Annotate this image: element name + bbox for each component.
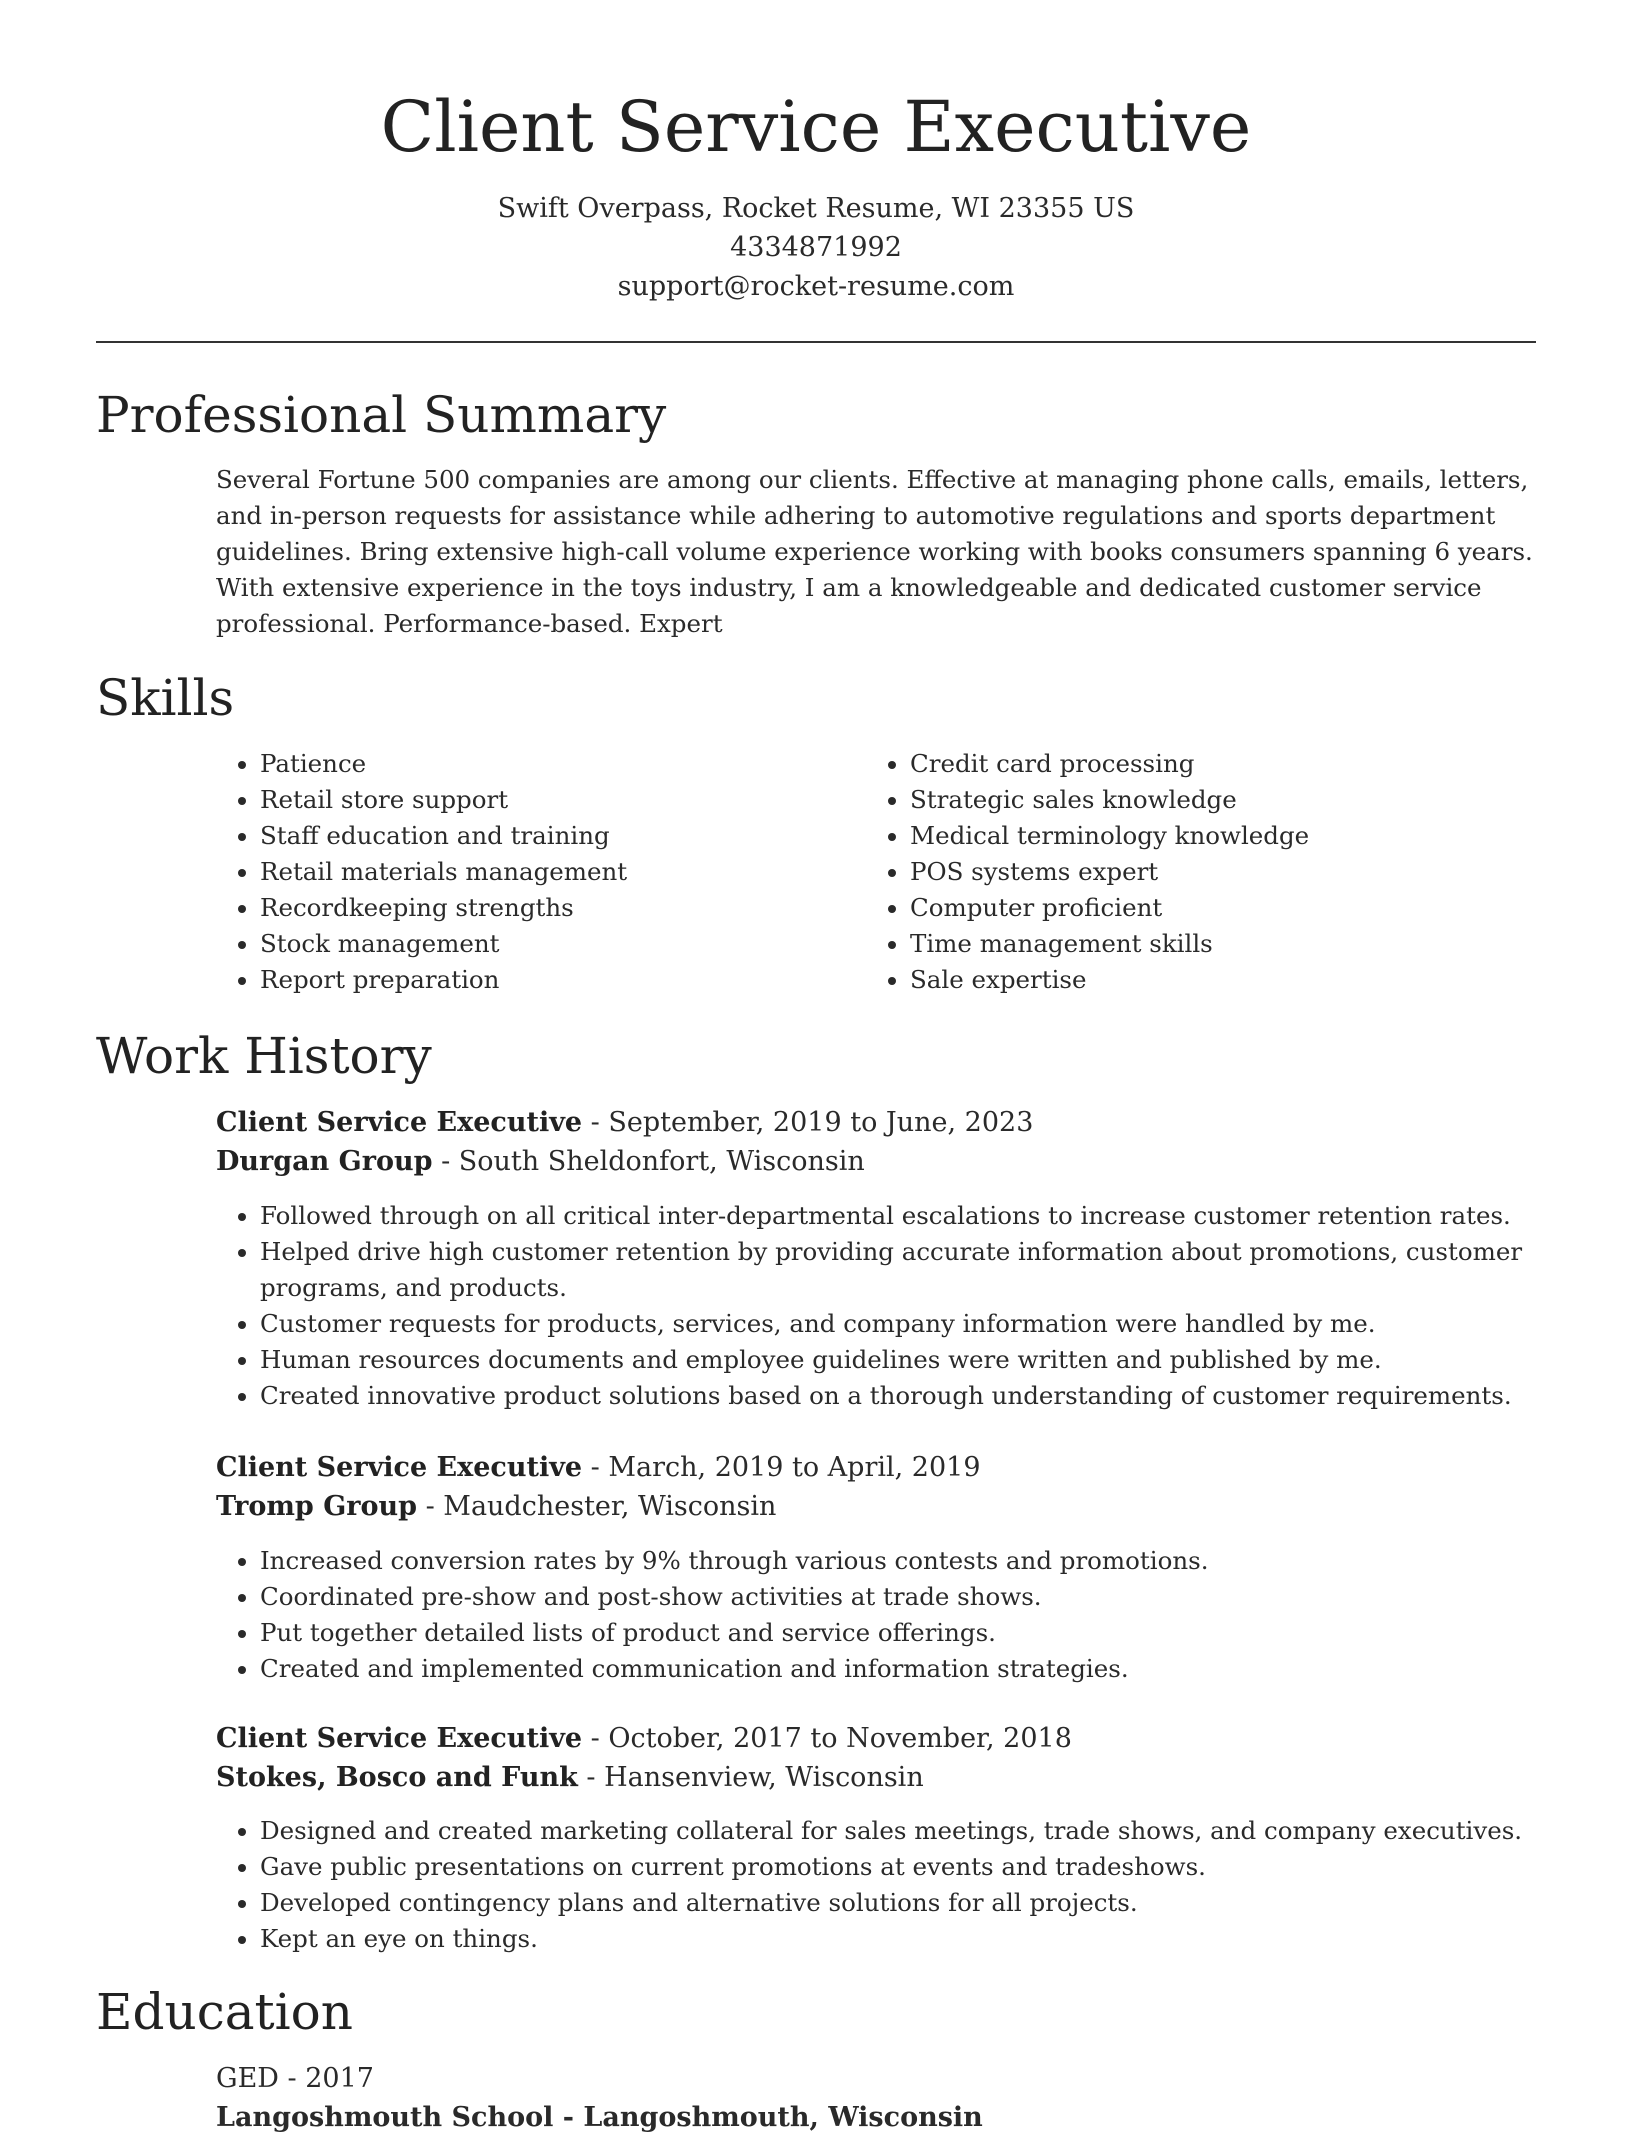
job-location: - Hansenview, Wisconsin — [577, 1762, 924, 1793]
job-bullet: • Coordinated pre-show and post-show activities at trade shows. — [260, 1579, 1540, 1615]
skills-heading: Skills — [96, 669, 235, 727]
summary-text: Several Fortune 500 companies are among our clients. Effective at managing phone calls, emails, letters, and in-person requests for assistance while adhering to automotive regulations and sports department guidelines. Bring extensive high-call volume experience working with books consumers spanning 6 years. With extensive experience in the toys industry, I am a knowledgeable and dedicated customer service professional. Performance-based. Expert — [216, 465, 1533, 638]
education-school: Langoshmouth School - Langoshmouth, Wisconsin — [216, 2102, 983, 2133]
job-bullets — [216, 1813, 1540, 1957]
skill-item: • Time management skills — [910, 926, 1570, 962]
job-bullet: • Created innovative product solutions based on a thorough understanding of customer requirements. — [260, 1378, 1540, 1414]
skill-item: • Retail materials management — [260, 854, 860, 890]
work-history-heading: Work History — [96, 1027, 432, 1085]
skill-item: • Stock management — [260, 926, 860, 962]
candidate-name: Client Service Executive — [380, 86, 1252, 168]
skill-item: • Recordkeeping strengths — [260, 890, 860, 926]
job-bullets — [216, 1543, 1540, 1687]
job-bullet: • Designed and created marketing collateral for sales meetings, trade shows, and company executives. — [260, 1813, 1540, 1849]
job-company: Durgan Group — [216, 1146, 433, 1177]
job-title-line — [216, 1720, 1536, 1758]
skill-item: • Patience — [260, 746, 860, 782]
skill-item: • Credit card processing — [910, 746, 1570, 782]
job-dates: - March, 2019 to April, 2019 — [582, 1452, 981, 1483]
skill-item: • POS systems expert — [910, 854, 1570, 890]
summary-heading: Professional Summary — [96, 386, 667, 444]
job-bullet: • Kept an eye on things. — [260, 1921, 1540, 1957]
job-bullet: • Gave public presentations on current promotions at events and tradeshows. — [260, 1849, 1540, 1885]
skills-list-right — [866, 746, 1570, 998]
job-company-line — [216, 1143, 1536, 1181]
skill-item: • Sale expertise — [910, 962, 1570, 998]
education-degree: GED - 2017 — [216, 2063, 374, 2094]
skill-item: • Staff education and training — [260, 818, 860, 854]
skill-item: • Strategic sales knowledge — [910, 782, 1570, 818]
skill-item: • Report preparation — [260, 962, 860, 998]
contact-address: Swift Overpass, Rocket Resume, WI 23355 US — [497, 193, 1135, 224]
job-bullet: • Helped drive high customer retention by providing accurate information about promotions, customer programs, and products. — [260, 1234, 1540, 1306]
job-bullets — [216, 1198, 1540, 1414]
job-bullet: • Increased conversion rates by 9% through various contests and promotions. — [260, 1543, 1540, 1579]
job-bullet: • Developed contingency plans and alternative solutions for all projects. — [260, 1885, 1540, 1921]
job-title-line — [216, 1449, 1536, 1487]
header-divider — [96, 341, 1536, 343]
job-company: Stokes, Bosco and Funk — [216, 1762, 578, 1793]
job-dates: - October, 2017 to November, 2018 — [582, 1723, 1072, 1754]
job-company-line — [216, 1759, 1536, 1797]
skill-item: • Retail store support — [260, 782, 860, 818]
job-role: Client Service Executive — [216, 1107, 583, 1138]
job-title-line — [216, 1104, 1536, 1142]
job-bullet: • Human resources documents and employee guidelines were written and published by me. — [260, 1342, 1540, 1378]
job-role: Client Service Executive — [216, 1452, 583, 1483]
job-location: - Maudchester, Wisconsin — [417, 1491, 777, 1522]
job-dates: - September, 2019 to June, 2023 — [582, 1107, 1034, 1138]
job-company-line — [216, 1488, 1536, 1526]
job-bullet: • Put together detailed lists of product and service offerings. — [260, 1615, 1540, 1651]
education-heading: Education — [96, 1983, 353, 2041]
job-bullet: • Followed through on all critical inter-departmental escalations to increase customer retention rates. — [260, 1198, 1540, 1234]
contact-phone: 4334871992 — [730, 232, 902, 263]
contact-email: support@rocket-resume.com — [617, 271, 1015, 302]
skill-item: • Computer proficient — [910, 890, 1570, 926]
job-bullet: • Customer requests for products, services, and company information were handled by me. — [260, 1306, 1540, 1342]
job-company: Tromp Group — [216, 1491, 418, 1522]
skill-item: • Medical terminology knowledge — [910, 818, 1570, 854]
job-location: - South Sheldonfort, Wisconsin — [432, 1146, 865, 1177]
job-role: Client Service Executive — [216, 1723, 583, 1754]
skills-list-left — [216, 746, 860, 998]
job-bullet: • Created and implemented communication and information strategies. — [260, 1651, 1540, 1687]
